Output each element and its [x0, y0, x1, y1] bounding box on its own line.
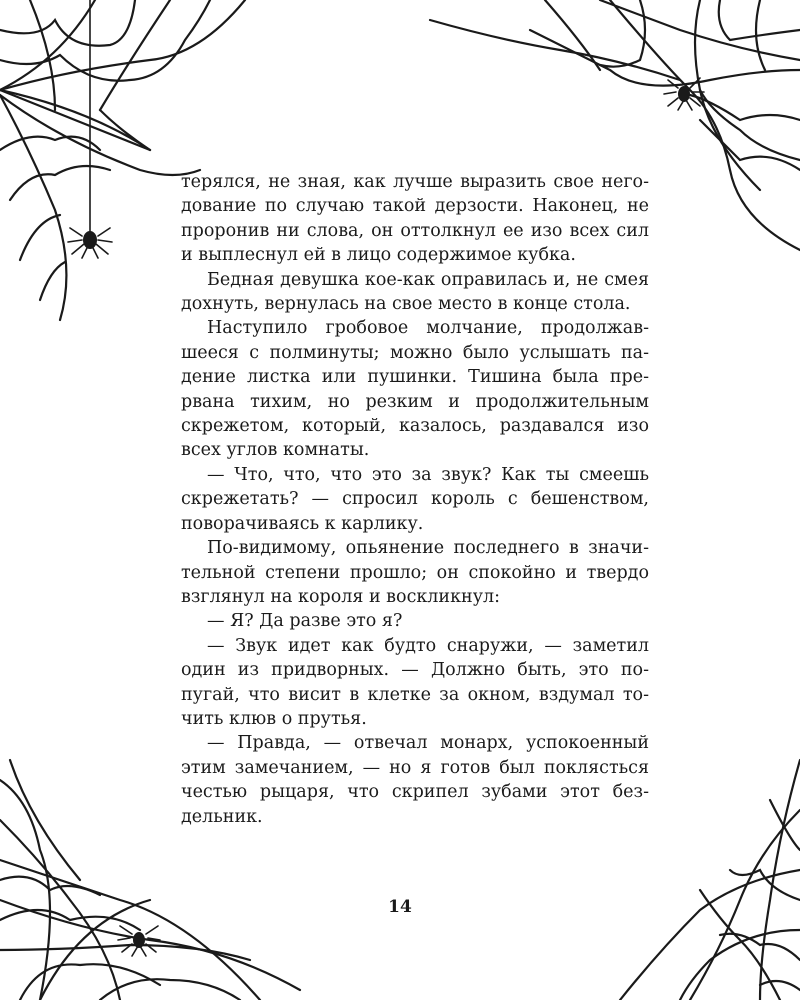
paragraph: терялся, не зная, как лучше выразить свое негодование по случаю такой дерзости. Наконец, не проронив ни слова, он оттолкнул ее изо всех сил и выплеснул ей в лицо содержимое кубка.	[181, 172, 649, 266]
spider-bottom-left-body	[133, 932, 145, 948]
body-text	[181, 170, 649, 829]
spider-top-left-body	[83, 231, 97, 249]
spider-top-left	[68, 0, 112, 258]
paragraph: Бедная девушка кое-как оправилась и, не смея дохнуть, вернулась на свое место в конце стола.	[181, 269, 649, 315]
paragraph: Наступило гробовое молчание, продолжавшееся с полминуты; можно было услышать падение листка или пушинки. Тишина была прервана тихим, но резким и продолжительным скрежетом, который, казалось, раздавался изо всех углов комнаты.	[181, 318, 649, 461]
paragraph: — Я? Да разве это я?	[207, 611, 403, 632]
page-number: 14	[388, 897, 412, 917]
paragraph: — Звук идет как будто снаружи, — заметил один из придворных. — Должно быть, это попугай, что висит в клетке за окном, вздумал точить клюв о прутья.	[181, 635, 649, 729]
paragraph: По-видимому, опьянение последнего в значительной степени прошло; он спокойно и твердо взглянул на короля и воскликнул:	[181, 538, 649, 607]
spider-top-right-body	[678, 86, 690, 102]
paragraph: — Правда, — отвечал монарх, успокоенный этим замечанием, — но я готов был поклясться честью рыцаря, что скрипел зубами этот бездельник.	[181, 733, 649, 827]
paragraph: — Что, что, что это за звук? Как ты смеешь скрежетать? — спросил король с бешенством, поворачиваясь к карлику.	[181, 464, 649, 534]
